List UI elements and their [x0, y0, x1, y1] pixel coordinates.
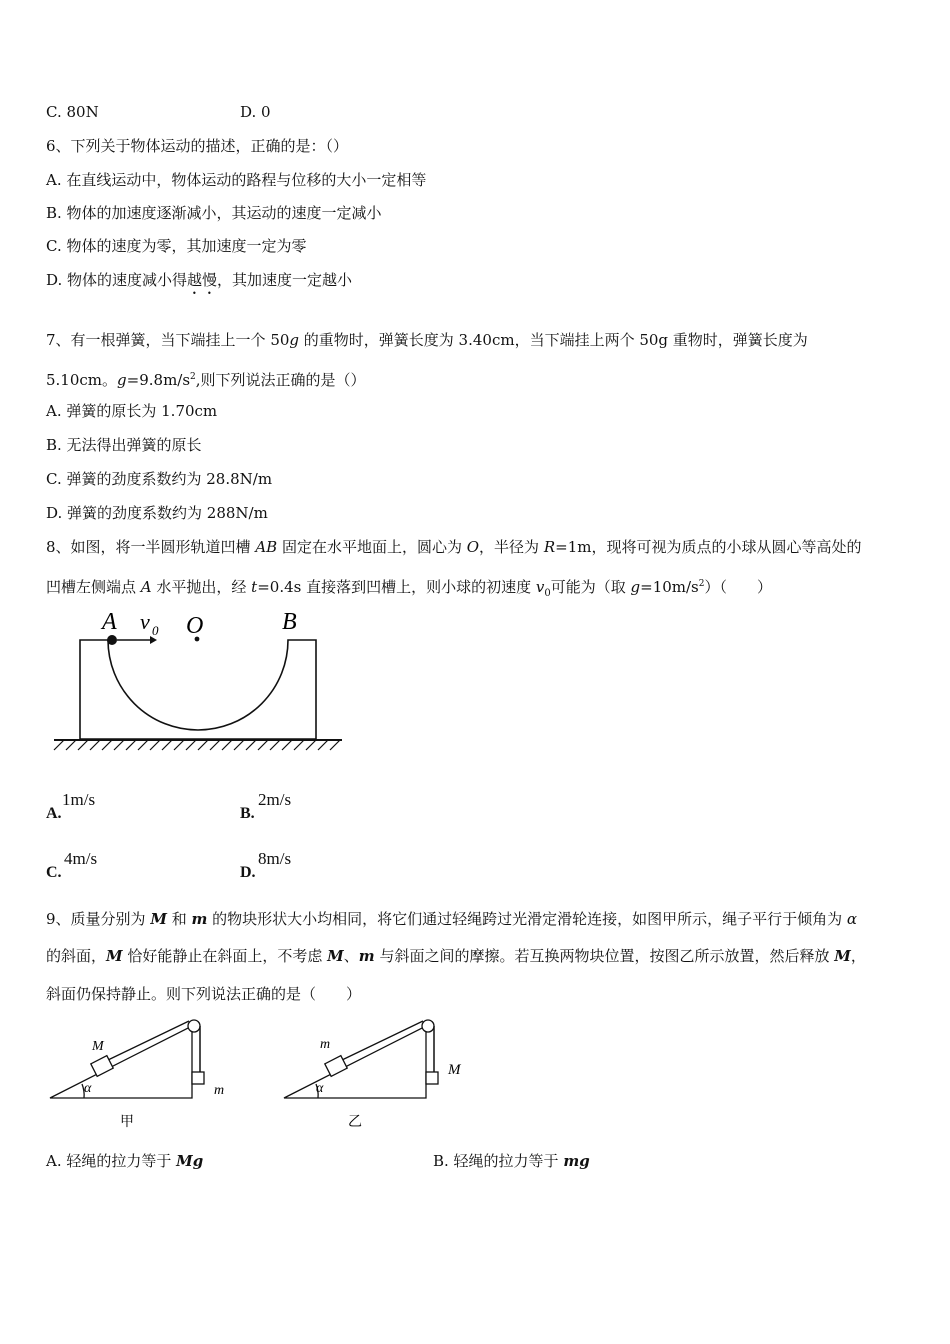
- q9-stem-text: 、: [343, 947, 359, 965]
- q7-option-d: D. 弹簧的劲度系数约为 288N/m: [46, 504, 268, 522]
- q8-option-d-value: 8m/s: [258, 849, 292, 868]
- q9-var-m-upper: M: [106, 947, 123, 965]
- q8-stem-line2: [46, 574, 772, 604]
- q8-stem-text: ，半径为: [479, 538, 544, 556]
- q9-stem-text: ，: [850, 947, 866, 965]
- q8-option-c-label: C.: [46, 864, 62, 881]
- q8-stem-text: =1m，现将可视为质点的小球从圆心等高处的: [555, 538, 862, 556]
- q6-stem: 6、下列关于物体运动的描述，正确的是：（）: [46, 137, 349, 155]
- pulley: [188, 1020, 200, 1032]
- jia-label-hanging-block: m: [214, 1083, 225, 1098]
- label-v: v: [140, 609, 150, 634]
- q9-var-m-upper: M: [834, 947, 851, 965]
- q6-option-a: A. 在直线运动中，物体运动的路程与位移的大小一定相等: [46, 171, 427, 189]
- q8-figure-semicircle-track: [40, 605, 360, 765]
- q6-option-d: [46, 270, 352, 298]
- q5-option-c: C. 80N: [46, 103, 99, 121]
- q9-stem-text: 恰好能静止在斜面上，不考虑: [122, 947, 328, 965]
- q8-option-b-label: B.: [240, 805, 255, 822]
- jia-caption: 甲: [120, 1114, 134, 1130]
- q7-stem-line1: [46, 330, 808, 350]
- label-o: O: [186, 613, 204, 639]
- q8-var-r: R: [543, 538, 556, 556]
- q9-option-b: [433, 1151, 590, 1171]
- yi-caption: 乙: [348, 1114, 362, 1130]
- q5-option-d: D. 0: [240, 103, 271, 121]
- q8-stem-text: 凹槽左侧端点: [46, 578, 141, 596]
- yi-label-slope-block: m: [320, 1037, 331, 1052]
- q9-stem-text: 9、质量分别为: [46, 910, 151, 928]
- q8-option-c-value: 4m/s: [64, 849, 98, 868]
- q8-stem-text: ）（ ）: [704, 578, 773, 596]
- q6-option-d-emphasis: 越慢: [187, 271, 218, 289]
- q9-figure-jia: [40, 1014, 240, 1134]
- rope-along-slope: [342, 1021, 423, 1060]
- q8-stem-text: 8、如图，将一半圆形轨道凹槽: [46, 538, 256, 556]
- q9-option-a-text: A. 轻绳的拉力等于: [46, 1152, 177, 1170]
- q9-var-m-lower: m: [358, 947, 375, 965]
- q9-figure-yi: [274, 1014, 474, 1134]
- q9-var-alpha: α: [846, 910, 858, 928]
- q8-option-a-value: 1m/s: [62, 790, 96, 809]
- q9-stem-line3: 斜面仍保持静止。则下列说法正确的是（ ）: [46, 985, 362, 1003]
- yi-label-angle: α: [316, 1081, 324, 1096]
- q8-option-a-label: A.: [46, 805, 62, 822]
- label-b: B: [282, 609, 297, 635]
- q8-var-o: O: [466, 538, 480, 556]
- hanging-block: [426, 1072, 438, 1084]
- q8-superscript: 2: [698, 579, 705, 589]
- q8-stem-text: 固定在水平地面上，圆心为: [277, 538, 467, 556]
- q7-stem-text: =9.8m/s: [126, 371, 191, 389]
- incline: [284, 1026, 426, 1098]
- pulley: [422, 1020, 434, 1032]
- q9-var-m-upper: M: [327, 947, 344, 965]
- q9-stem-text: 和: [166, 910, 192, 928]
- q8-subscript: 0: [544, 588, 551, 599]
- q9-stem-line2: [46, 946, 866, 966]
- q9-option-b-value: mg: [563, 1152, 590, 1170]
- q7-stem-text: 5.10cm。: [46, 371, 118, 389]
- q8-stem-text: =0.4s 直接落到凹槽上，则小球的初速度: [257, 578, 536, 596]
- track-outline: [80, 640, 316, 739]
- ball: [107, 635, 117, 645]
- q7-option-b: B. 无法得出弹簧的原长: [46, 436, 202, 454]
- q8-var-a: A: [140, 578, 152, 596]
- hanging-block: [192, 1072, 204, 1084]
- ground-hatching: [54, 740, 340, 750]
- q6-option-d-post: ，其加速度一定越小: [217, 271, 353, 289]
- q8-option-d-label: D.: [240, 864, 256, 881]
- q6-option-d-pre: D. 物体的速度减小得: [46, 271, 188, 289]
- label-v-sub: 0: [152, 623, 159, 638]
- q9-stem-line1: [46, 909, 857, 929]
- q9-option-b-text: B. 轻绳的拉力等于: [433, 1152, 564, 1170]
- q6-option-b: B. 物体的加速度逐渐减小，其运动的速度一定减小: [46, 204, 382, 222]
- q8-var-v: v: [535, 578, 545, 596]
- incline: [50, 1026, 192, 1098]
- q9-option-a: [46, 1151, 203, 1171]
- q8-option-b-value: 2m/s: [258, 790, 292, 809]
- q9-var-m-upper: M: [150, 910, 167, 928]
- jia-label-angle: α: [84, 1081, 92, 1096]
- q7-superscript: 2: [190, 372, 196, 382]
- q8-var-g: g: [630, 578, 641, 596]
- q8-var-ab: AB: [255, 538, 278, 556]
- q8-stem-text: 水平抛出，经: [151, 578, 252, 596]
- q8-stem-line1: [46, 537, 861, 557]
- q7-var-g: g: [117, 371, 127, 389]
- q7-var-g: g: [289, 331, 300, 349]
- q7-stem-line2: [46, 367, 366, 390]
- q6-option-c: C. 物体的速度为零，其加速度一定为零: [46, 237, 307, 255]
- q7-option-a: A. 弹簧的原长为 1.70cm: [46, 402, 218, 420]
- rope-along-slope: [108, 1021, 189, 1060]
- yi-label-hanging-block: M: [448, 1062, 461, 1078]
- q9-var-m-lower: m: [191, 910, 208, 928]
- q7-stem-text: 7、有一根弹簧，当下端挂上一个 50: [46, 331, 290, 349]
- q9-stem-text: 的物块形状大小均相同，将它们通过轻绳跨过光滑定滑轮连接，如图甲所示，绳子平行于倾角为: [207, 910, 847, 928]
- jia-label-slope-block: M: [92, 1039, 104, 1054]
- q9-stem-text: 的斜面，: [46, 947, 107, 965]
- q7-stem-text: 的重物时，弹簧长度为 3.40cm，当下端挂上两个 50g 重物时，弹簧长度为: [299, 331, 808, 349]
- q8-var-t: t: [251, 578, 258, 596]
- q9-stem-text: 与斜面之间的摩擦。若互换两物块位置，按图乙所示放置，然后释放: [374, 947, 835, 965]
- q9-option-a-value: Mg: [176, 1152, 204, 1170]
- label-a: A: [102, 609, 117, 635]
- q7-option-c: C. 弹簧的劲度系数约为 28.8N/m: [46, 470, 273, 488]
- q8-stem-text: 可能为（取: [550, 578, 631, 596]
- q8-stem-text: =10m/s: [640, 578, 699, 596]
- q7-stem-text: ,则下列说法正确的是（）: [195, 371, 366, 389]
